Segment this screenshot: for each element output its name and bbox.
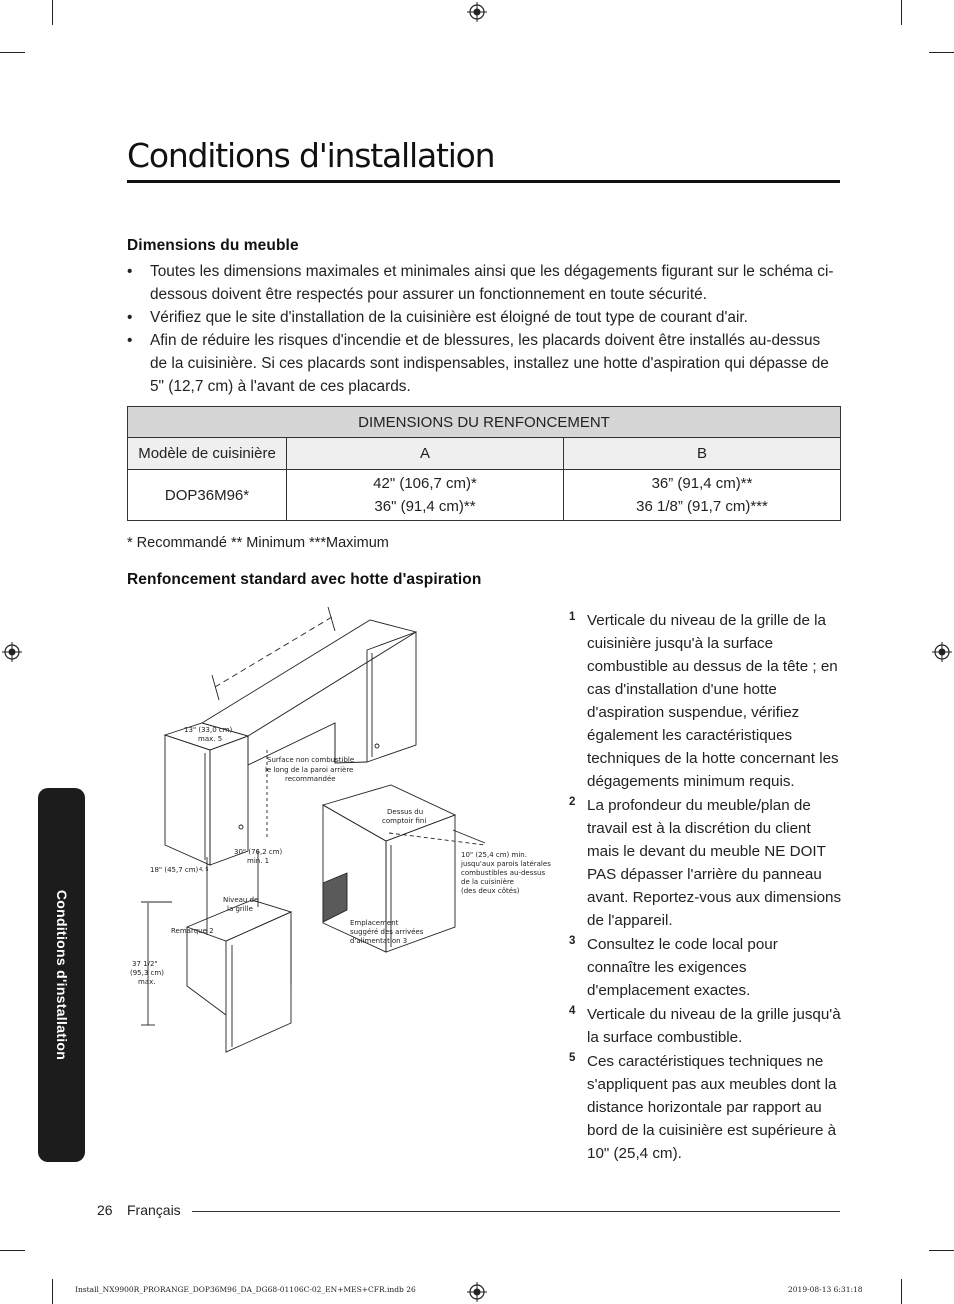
- range-front: [226, 912, 291, 1052]
- cell-a-line2: 36" (91,4 cm)**: [374, 498, 476, 515]
- crop-mark: [0, 52, 25, 53]
- installation-diagram: [127, 605, 567, 1060]
- note-text: Verticale du niveau de la grille jusqu'à la surface combustible.: [587, 1006, 841, 1046]
- label-supply-line1: Emplacement: [350, 919, 399, 927]
- column-header-model: Modèle de cuisinière: [128, 438, 287, 470]
- label-supply-line3: d'alimentation 3: [350, 937, 408, 945]
- cell-b-line2: 36 1/8” (91,7 cm)***: [636, 498, 768, 515]
- label-clear18: 18" (45,7 cm): [150, 866, 199, 874]
- supply-location: [323, 873, 347, 922]
- note-text: Verticale du niveau de la grille de la cuisinière jusqu'à la surface combustible au dessus de la tête ; en cas d'installation d'une hotte d'aspiration suspendue, vérifiez également les caractéristiques techniques de la hotte concernant les dégagements minimum requis.: [587, 612, 839, 790]
- column-header-b: B: [564, 438, 841, 470]
- note-text: Ces caractéristiques techniques ne s'appliquent pas aux meubles dont la distance horizontale par rapport au bord de la cuisinière est supérieure à 10" (25,4 cm).: [587, 1053, 837, 1162]
- label-clear30-line2: min. 1: [247, 857, 270, 865]
- left-cabinet-knob: [239, 825, 243, 829]
- list-item: [568, 1003, 843, 1049]
- dimensions-table: [127, 406, 841, 521]
- notes-list: [568, 609, 843, 1165]
- cell-a-line1: 42" (106,7 cm)*: [373, 475, 477, 492]
- label-height-line1: 37 1/2": [132, 960, 158, 968]
- list-item: [568, 609, 843, 793]
- table-footnote: * Recommandé ** Minimum ***Maximum: [127, 535, 389, 551]
- page-title: Conditions d'installation: [127, 136, 495, 175]
- label-side10-line1: 10" (25,4 cm) min.: [461, 851, 527, 859]
- right-cabinet-knob: [375, 744, 379, 748]
- label-clear18-sup: 4, 5: [199, 867, 209, 873]
- cell-a: [287, 470, 564, 521]
- note-number: 2: [569, 796, 576, 808]
- list-item: [568, 933, 843, 1002]
- label-counter-line2: comptoir fini: [382, 817, 427, 825]
- side-tab-label: Conditions d'installation: [53, 889, 70, 1061]
- label-side10-line2: jusqu'aux parois latérales: [461, 860, 551, 868]
- side-clearance-leader: [453, 830, 485, 843]
- list-item: • Afin de réduire les risques d'incendie et de blessures, les placards doivent être installés au-dessus de la cuisinière. Si ces placards sont indispensables, installez une hotte d'aspiration qui dépasse de 5" (12,7 cm) à l'avant de ces placards.: [127, 329, 840, 398]
- dimension-a-tick: [212, 675, 219, 700]
- list-item: • Vérifiez que le site d'installation de la cuisinière est éloigné de tout type de courant d'air.: [127, 306, 840, 329]
- note-number: 4: [569, 1005, 576, 1017]
- label-height-line3: max.: [138, 978, 156, 986]
- list-item: [568, 1050, 843, 1165]
- cell-b-line1: 36” (91,4 cm)**: [651, 475, 753, 492]
- label-side10-line3: combustibles au-dessus: [461, 869, 546, 877]
- print-file-info: Install_NX9900R_PRORANGE_DOP36M96_DA_DG68-01106C-02_EN+MES+CFR.indb 26: [75, 1285, 416, 1294]
- label-remark: Remarque 2: [171, 927, 214, 935]
- registration-mark-icon: [467, 1282, 487, 1302]
- cell-b: [564, 470, 841, 521]
- crop-mark: [901, 0, 902, 25]
- crop-mark: [52, 1279, 53, 1304]
- page-language: Français: [127, 1202, 181, 1218]
- print-date-info: 2019-08-13 6:31:18: [788, 1285, 863, 1294]
- label-side10-line4: de la cuisinière: [461, 878, 514, 886]
- label-wall-line2: le long de la paroi arrière: [265, 766, 354, 774]
- table-header: DIMENSIONS DU RENFONCEMENT: [128, 407, 841, 438]
- list-item: [568, 794, 843, 932]
- label-height-line2: (95,3 cm): [130, 969, 164, 977]
- title-rule: [127, 180, 840, 183]
- cell-model: DOP36M96*: [128, 470, 287, 521]
- range-side: [187, 927, 226, 1015]
- dimension-a-line: [215, 617, 332, 687]
- note-text: La profondeur du meuble/plan de travail est à la discrétion du client mais le devant du meuble NE DOIT PAS dépasser l'arrière du panneau avant. Reportez-vous aux dimensions de l'appareil.: [587, 797, 842, 929]
- left-cabinet-front: [210, 736, 248, 865]
- page-number: 26: [97, 1202, 113, 1218]
- crop-mark: [52, 0, 53, 25]
- label-side10-line5: (des deux côtés): [461, 887, 520, 895]
- note-number: 3: [569, 935, 576, 947]
- section-heading-recess: Renfoncement standard avec hotte d'aspiration: [127, 571, 482, 588]
- bullet-list: [127, 260, 840, 398]
- label-grille-line1: Niveau de: [223, 896, 259, 904]
- note-number: 5: [569, 1052, 576, 1064]
- registration-mark-icon: [932, 642, 952, 662]
- registration-mark-icon: [2, 642, 22, 662]
- note-text: Consultez le code local pour connaître les exigences d'emplacement exactes.: [587, 936, 778, 999]
- left-cabinet-side: [165, 735, 210, 865]
- crop-mark: [929, 1250, 954, 1251]
- crop-mark: [901, 1279, 902, 1304]
- label-clear30-line1: 30" (76,2 cm): [234, 848, 283, 856]
- side-clearance-line: [389, 833, 485, 845]
- section-side-tab[interactable]: [38, 788, 85, 1162]
- label-wall-line3: recommandée: [285, 775, 336, 783]
- registration-mark-icon: [467, 2, 487, 22]
- column-header-a: A: [287, 438, 564, 470]
- crop-mark: [929, 52, 954, 53]
- label-upper-depth-max: max. 5: [198, 735, 223, 743]
- label-supply-line2: suggéré des arrivées: [350, 928, 424, 936]
- section-heading-dimensions: Dimensions du meuble: [127, 237, 299, 254]
- table-row: [128, 470, 841, 521]
- label-counter-line1: Dessus du: [387, 808, 424, 816]
- label-wall-line1: Surface non combustible: [267, 756, 355, 764]
- list-item: • Toutes les dimensions maximales et minimales ainsi que les dégagements figurant sur le schéma ci-dessous doivent être respectés pour assurer un fonctionnement en toute sécurité.: [127, 260, 840, 306]
- upper-cabinet-top: [202, 620, 416, 736]
- note-number: 1: [569, 611, 576, 623]
- label-grille-line2: la grille: [227, 905, 253, 913]
- footer-rule: [192, 1211, 840, 1212]
- label-upper-depth: 13" (33,0 cm): [184, 726, 233, 734]
- right-cabinet-front: [367, 632, 416, 762]
- crop-mark: [0, 1250, 25, 1251]
